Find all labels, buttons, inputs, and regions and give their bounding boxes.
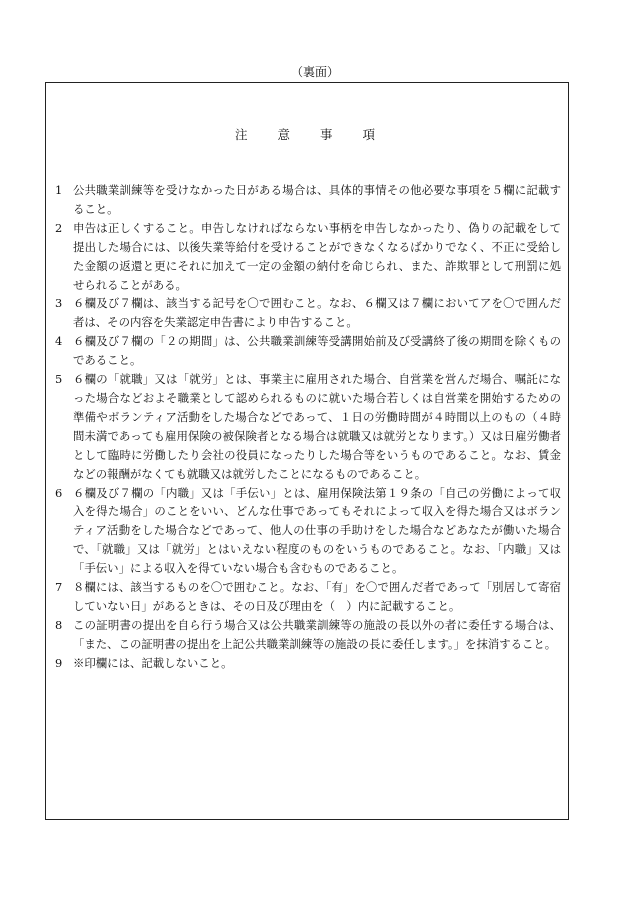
note-text: ６欄の「就職」又は「就労」とは、事業主に雇用された場合、自営業を営んだ場合、嘱託になった場合などおよそ職業として認められるものに就いた場合若しくは自営業を開始するための準備やボランティア活動をした場合などであって、１日の労働時間が４時間以上のもの（４時間未満であっても雇用保険の被保険者となる場合は就職又は就労となります。）又は日雇労働者として臨時に労働したり会社の役員になったりした場合等をいうものであること。なお、賃金などの報酬がなくても就職又は就労したことになるものであること。 [73,372,561,481]
note-item [55,616,561,654]
note-text: 公共職業訓練等を受けなかった日がある場合は、具体的事情その他必要な事項を５欄に記載すること。 [73,183,561,216]
note-item [55,294,561,332]
note-number: 5 [55,372,63,387]
note-item [55,578,561,616]
note-number: 1 [55,183,63,197]
title-char: 意 [277,127,294,142]
notes-frame [45,82,569,820]
note-item [55,219,561,295]
note-item [55,181,561,219]
note-number: 8 [55,617,63,632]
note-number: 9 [55,655,63,670]
note-text: ８欄には、該当するものを〇で囲むこと。なお、「有」を〇で囲んだ者であって「別居して寄宿していない日」があるときは、その日及び理由を（ ）内に記載すること。 [73,580,561,613]
page-side-label: （裏面） [290,65,339,79]
notes-list [55,181,561,673]
note-item [55,370,561,483]
note-item [55,654,561,673]
note-number: 4 [55,334,63,349]
note-number: 7 [55,580,63,595]
note-text: ※印欄には、記載しないこと。 [73,655,233,670]
note-number: 6 [55,485,63,500]
note-item [55,484,561,579]
note-number: 3 [55,296,63,311]
note-text: ６欄及び７欄の「内職」又は「手伝い」とは、雇用保険法第１９条の「自己の労働によって収入を得た場合」のことをいい、どんな仕事であってもそれによって収入を得た場合又はボランティア活動をした場合などであって、他人の仕事の手助けをした場合などあなたが働いた場合で、「就職」又は「就労」とはいえない程度のものをいうものであること。なお、「内職」又は「手伝い」による収入を得ていない場合も含むものであること。 [73,485,561,576]
title-char: 項 [362,127,380,142]
note-number: 2 [55,220,63,235]
note-text: 申告は正しくすること。申告しなければならない事柄を申告しなかったり、偽りの記載をして提出した場合には、以後失業等給付を受けることができなくなるばかりでなく、不正に受給した金額の返還と更にそれに加えて一定の金額の納付を命じられ、また、詐欺罪として刑罰に処せられることがある。 [73,220,561,292]
note-item [55,332,561,370]
note-text: ６欄及び７欄の「２の期間」は、公共職業訓練等受講開始前及び受講終了後の期間を除くものであること。 [73,334,561,368]
title-char: 注 [234,127,252,142]
document-title [46,125,568,143]
title-char: 事 [320,127,337,142]
note-text: この証明書の提出を自ら行う場合又は公共職業訓練等の施設の長以外の者に委任する場合は、「また、この証明書の提出を上記公共職業訓練等の施設の長に委任します。」を抹消すること。 [73,617,561,651]
note-text: ６欄及び７欄は、該当する記号を〇で囲むこと。なお、６欄又は７欄においてアを〇で囲んだ者は、その内容を失業認定申告書により申告すること。 [73,296,561,330]
